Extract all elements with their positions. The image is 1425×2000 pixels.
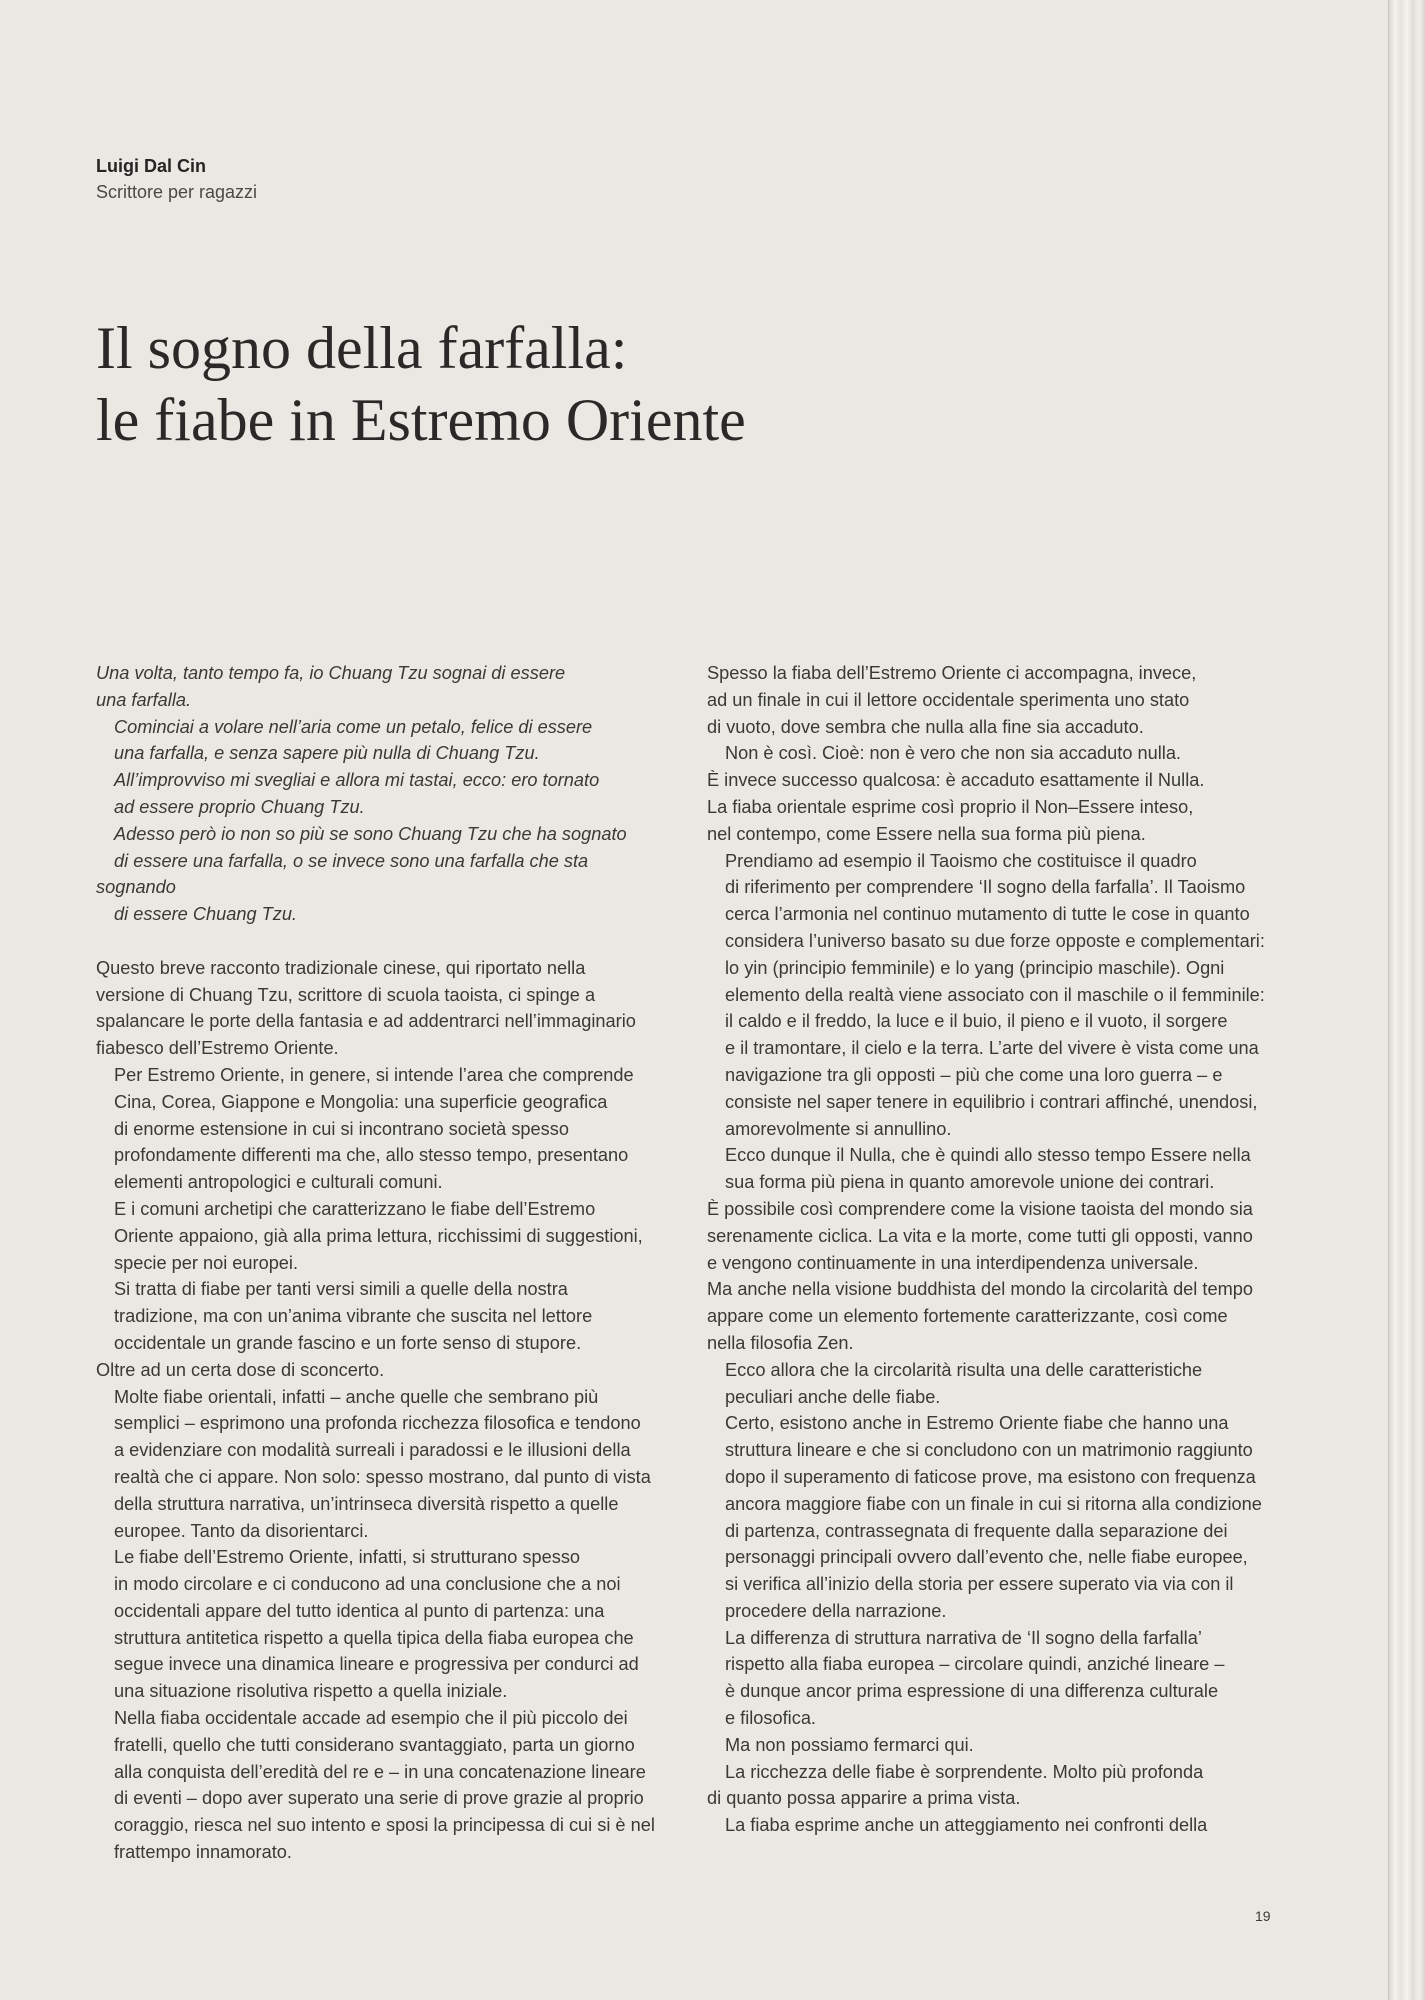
text-line: spalancare le porte della fantasia e ad addentrarci nell’immaginario — [96, 1011, 636, 1032]
text-line: di riferimento per comprendere ‘Il sogno della farfalla’. Il Taoismo — [725, 877, 1246, 898]
text-line: profondamente differenti ma che, allo stesso tempo, presentano — [114, 1145, 629, 1166]
body-paragraph — [707, 1410, 1287, 1624]
text-line: E i comuni archetipi che caratterizzano le fiabe dell’Estremo — [114, 1198, 596, 1219]
body-paragraph — [707, 1142, 1287, 1196]
body-paragraph — [707, 767, 1287, 847]
body-paragraph — [707, 660, 1287, 740]
text-line: Ecco allora che la circolarità risulta una delle caratteristiche — [725, 1359, 1203, 1380]
author-block — [96, 153, 257, 205]
text-line: occidentali appare del tutto identica al punto di partenza: una — [114, 1600, 605, 1621]
quote-paragraph — [96, 660, 662, 714]
text-line: struttura antitetica rispetto a quella tipica della fiaba europea che — [114, 1627, 634, 1648]
text-line: È invece successo qualcosa: è accaduto esattamente il Nulla. — [707, 770, 1205, 791]
text-line: cerca l’armonia nel continuo mutamento di tutte le cose in quanto — [725, 904, 1250, 925]
page-number: 19 — [1255, 1908, 1271, 1924]
text-line: Questo breve racconto tradizionale cinese, qui riportato nella — [96, 957, 586, 978]
text-line: La fiaba orientale esprime così proprio il Non–Essere inteso, — [707, 796, 1194, 817]
text-line: a evidenziare con modalità surreali i paradossi e le illusioni della — [114, 1440, 631, 1461]
text-line: e vengono continuamente in una interdipendenza universale. — [707, 1252, 1199, 1273]
text-line: è dunque ancor prima espressione di una differenza culturale — [725, 1681, 1219, 1702]
text-line: specie per noi europei. — [114, 1252, 299, 1273]
right-column — [707, 660, 1287, 1839]
text-line: Adesso però io non so più se sono Chuang Tzu che ha sognato — [114, 823, 627, 844]
body-paragraph — [707, 1196, 1287, 1357]
text-line: di partenza, contrassegnata di frequente dalla separazione dei — [725, 1520, 1228, 1541]
text-line: Ma anche nella visione buddhista del mondo la circolarità del tempo — [707, 1279, 1253, 1300]
body-paragraph — [96, 1705, 662, 1866]
opening-quote — [96, 660, 662, 928]
title-line-1: Il sogno della farfalla: — [96, 315, 628, 381]
body-paragraph — [707, 1732, 1287, 1759]
text-line: fiabesco dell’Estremo Oriente. — [96, 1038, 339, 1059]
text-line: una farfalla. — [96, 689, 192, 710]
text-line: ad essere proprio Chuang Tzu. — [114, 796, 365, 817]
body-paragraph — [707, 1785, 1287, 1812]
text-line: procedere della narrazione. — [725, 1600, 947, 1621]
text-line: semplici – esprimono una profonda ricchezza filosofica e tendono — [114, 1413, 641, 1434]
text-line: di vuoto, dove sembra che nulla alla fine sia accaduto. — [707, 716, 1144, 737]
text-line: nel contempo, come Essere nella sua forma più piena. — [707, 823, 1146, 844]
text-line: consiste nel saper tenere in equilibrio i contrari affinché, unendosi, — [725, 1091, 1258, 1112]
text-line: Molte fiabe orientali, infatti – anche quelle che sembrano più — [114, 1386, 599, 1407]
text-line: di eventi – dopo aver superato una serie di prove grazie al proprio — [114, 1788, 644, 1809]
body-paragraph — [96, 955, 662, 1062]
body-paragraph — [707, 740, 1287, 767]
text-line: Spesso la fiaba dell’Estremo Oriente ci accompagna, invece, — [707, 663, 1197, 683]
text-line: considera l’universo basato su due forze opposte e complementari: — [725, 930, 1265, 951]
text-line: frattempo innamorato. — [114, 1842, 292, 1863]
quote-paragraph — [96, 821, 662, 928]
body-paragraph — [96, 1544, 662, 1705]
text-line: Certo, esistono anche in Estremo Oriente fiabe che hanno una — [725, 1413, 1229, 1434]
quote-paragraph — [96, 714, 662, 768]
text-line: La fiaba esprime anche un atteggiamento nei confronti della — [725, 1815, 1208, 1836]
body-paragraph — [96, 1276, 662, 1356]
text-line: ancora maggiore fiabe con un finale in cui si ritorna alla condizione — [725, 1493, 1262, 1514]
text-line: Oltre ad un certa dose di sconcerto. — [96, 1359, 385, 1380]
quote-paragraph — [96, 767, 662, 821]
body-paragraph — [707, 848, 1287, 1143]
author-role: Scrittore per ragazzi — [96, 182, 258, 202]
text-line: tradizione, ma con un’anima vibrante che suscita nel lettore — [114, 1306, 593, 1327]
text-line: La differenza di struttura narrativa de ‘Il sogno della farfalla’ — [725, 1627, 1202, 1648]
text-line: di enorme estensione in cui si incontrano società spesso — [114, 1118, 569, 1139]
text-line: Prendiamo ad esempio il Taoismo che costituisce il quadro — [725, 850, 1197, 871]
text-line: lo yin (principio femminile) e lo yang (principio maschile). Ogni — [725, 957, 1225, 978]
text-line: fratelli, quello che tutti considerano svantaggiato, parta un giorno — [114, 1734, 635, 1755]
text-line: di essere una farfalla, o se invece sono una farfalla che sta sognando — [96, 850, 589, 898]
text-line: realtà che ci appare. Non solo: spesso mostrano, dal punto di vista — [114, 1466, 651, 1487]
text-line: Si tratta di fiabe per tanti versi simili a quelle della nostra — [114, 1279, 568, 1300]
text-line: occidentale un grande fascino e un forte senso di stupore. — [114, 1332, 582, 1353]
text-line: Per Estremo Oriente, in genere, si intende l’area che comprende — [114, 1064, 634, 1085]
text-line: La ricchezza delle fiabe è sorprendente. Molto più profonda — [725, 1761, 1204, 1782]
text-line: Oriente appaiono, già alla prima lettura, ricchissimi di suggestioni, — [114, 1225, 643, 1246]
text-line: Non è così. Cioè: non è vero che non sia accaduto nulla. — [725, 743, 1181, 764]
title-line-2: le fiabe in Estremo Oriente — [96, 387, 746, 453]
text-line: dopo il superamento di faticose prove, ma esistono con frequenza — [725, 1466, 1256, 1487]
right-body — [707, 660, 1287, 1839]
text-line: il caldo e il freddo, la luce e il buio, il pieno e il vuoto, il sorgere — [725, 1011, 1228, 1032]
text-line: amorevolmente si annullino. — [725, 1118, 952, 1139]
text-line: una situazione risolutiva rispetto a quella iniziale. — [114, 1681, 508, 1702]
text-line: elementi antropologici e culturali comuni. — [114, 1172, 443, 1193]
text-line: in modo circolare e ci conducono ad una conclusione che a noi — [114, 1574, 621, 1595]
article-title — [96, 312, 746, 456]
paragraph-spacer — [96, 928, 662, 955]
text-line: di essere Chuang Tzu. — [114, 904, 297, 925]
left-column — [96, 660, 662, 1866]
body-paragraph — [707, 1812, 1287, 1839]
page-edge — [1388, 0, 1425, 2000]
text-line: All’improvviso mi svegliai e allora mi tastai, ecco: ero tornato — [114, 770, 600, 791]
text-line: navigazione tra gli opposti – più che come una loro guerra – e — [725, 1064, 1223, 1085]
body-paragraph — [707, 1759, 1287, 1786]
text-line: Nella fiaba occidentale accade ad esempio che il più piccolo dei — [114, 1708, 628, 1729]
text-line: nella filosofia Zen. — [707, 1332, 854, 1353]
body-paragraph — [707, 1357, 1287, 1411]
body-paragraph — [707, 1625, 1287, 1732]
left-body — [96, 955, 662, 1866]
text-line: e il tramontare, il cielo e la terra. L’arte del vivere è vista come una — [725, 1038, 1259, 1059]
text-line: È possibile così comprendere come la visione taoista del mondo sia — [707, 1198, 1253, 1219]
text-line: e filosofica. — [725, 1708, 816, 1729]
body-paragraph — [96, 1384, 662, 1545]
text-line: una farfalla, e senza sapere più nulla di Chuang Tzu. — [114, 743, 540, 764]
text-line: della struttura narrativa, un’intrinseca diversità rispetto a quelle — [114, 1493, 619, 1514]
text-line: Una volta, tanto tempo fa, io Chuang Tzu sognai di essere — [96, 663, 566, 683]
text-line: peculiari anche delle fiabe. — [725, 1386, 941, 1407]
text-line: Le fiabe dell’Estremo Oriente, infatti, si strutturano spesso — [114, 1547, 581, 1568]
body-paragraph — [96, 1062, 662, 1196]
text-line: di quanto possa apparire a prima vista. — [707, 1788, 1021, 1809]
text-line: Cominciai a volare nell’aria come un petalo, felice di essere — [114, 716, 593, 737]
text-line: coraggio, riesca nel suo intento e sposi la principessa di cui si è nel — [114, 1815, 655, 1836]
body-paragraph — [96, 1357, 662, 1384]
text-line: elemento della realtà viene associato con il maschile o il femminile: — [725, 984, 1265, 1005]
text-line: appare come un elemento fortemente caratterizzante, così come — [707, 1306, 1228, 1327]
text-line: europee. Tanto da disorientarci. — [114, 1520, 369, 1541]
text-line: si verifica all’inizio della storia per essere superato via via con il — [725, 1574, 1234, 1595]
text-line: versione di Chuang Tzu, scrittore di scuola taoista, ci spinge a — [96, 984, 596, 1005]
text-line: Ecco dunque il Nulla, che è quindi allo stesso tempo Essere nella — [725, 1145, 1251, 1166]
text-line: personaggi principali ovvero dall’evento che, nelle fiabe europee, — [725, 1547, 1248, 1568]
text-line: alla conquista dell’eredità del re e – in una concatenazione lineare — [114, 1761, 646, 1782]
text-line: Ma non possiamo fermarci qui. — [725, 1734, 974, 1755]
text-line: rispetto alla fiaba europea – circolare quindi, anziché lineare – — [725, 1654, 1225, 1675]
text-line: segue invece una dinamica lineare e progressiva per condurci ad — [114, 1654, 639, 1675]
text-line: serenamente ciclica. La vita e la morte, come tutti gli opposti, vanno — [707, 1225, 1253, 1246]
text-line: ad un finale in cui il lettore occidentale sperimenta uno stato — [707, 689, 1190, 710]
text-line: Cina, Corea, Giappone e Mongolia: una superficie geografica — [114, 1091, 608, 1112]
text-line: sua forma più piena in quanto amorevole unione dei contrari. — [725, 1172, 1215, 1193]
body-paragraph — [96, 1196, 662, 1276]
author-name: Luigi Dal Cin — [96, 156, 206, 176]
text-line: struttura lineare e che si concludono con un matrimonio raggiunto — [725, 1440, 1253, 1461]
